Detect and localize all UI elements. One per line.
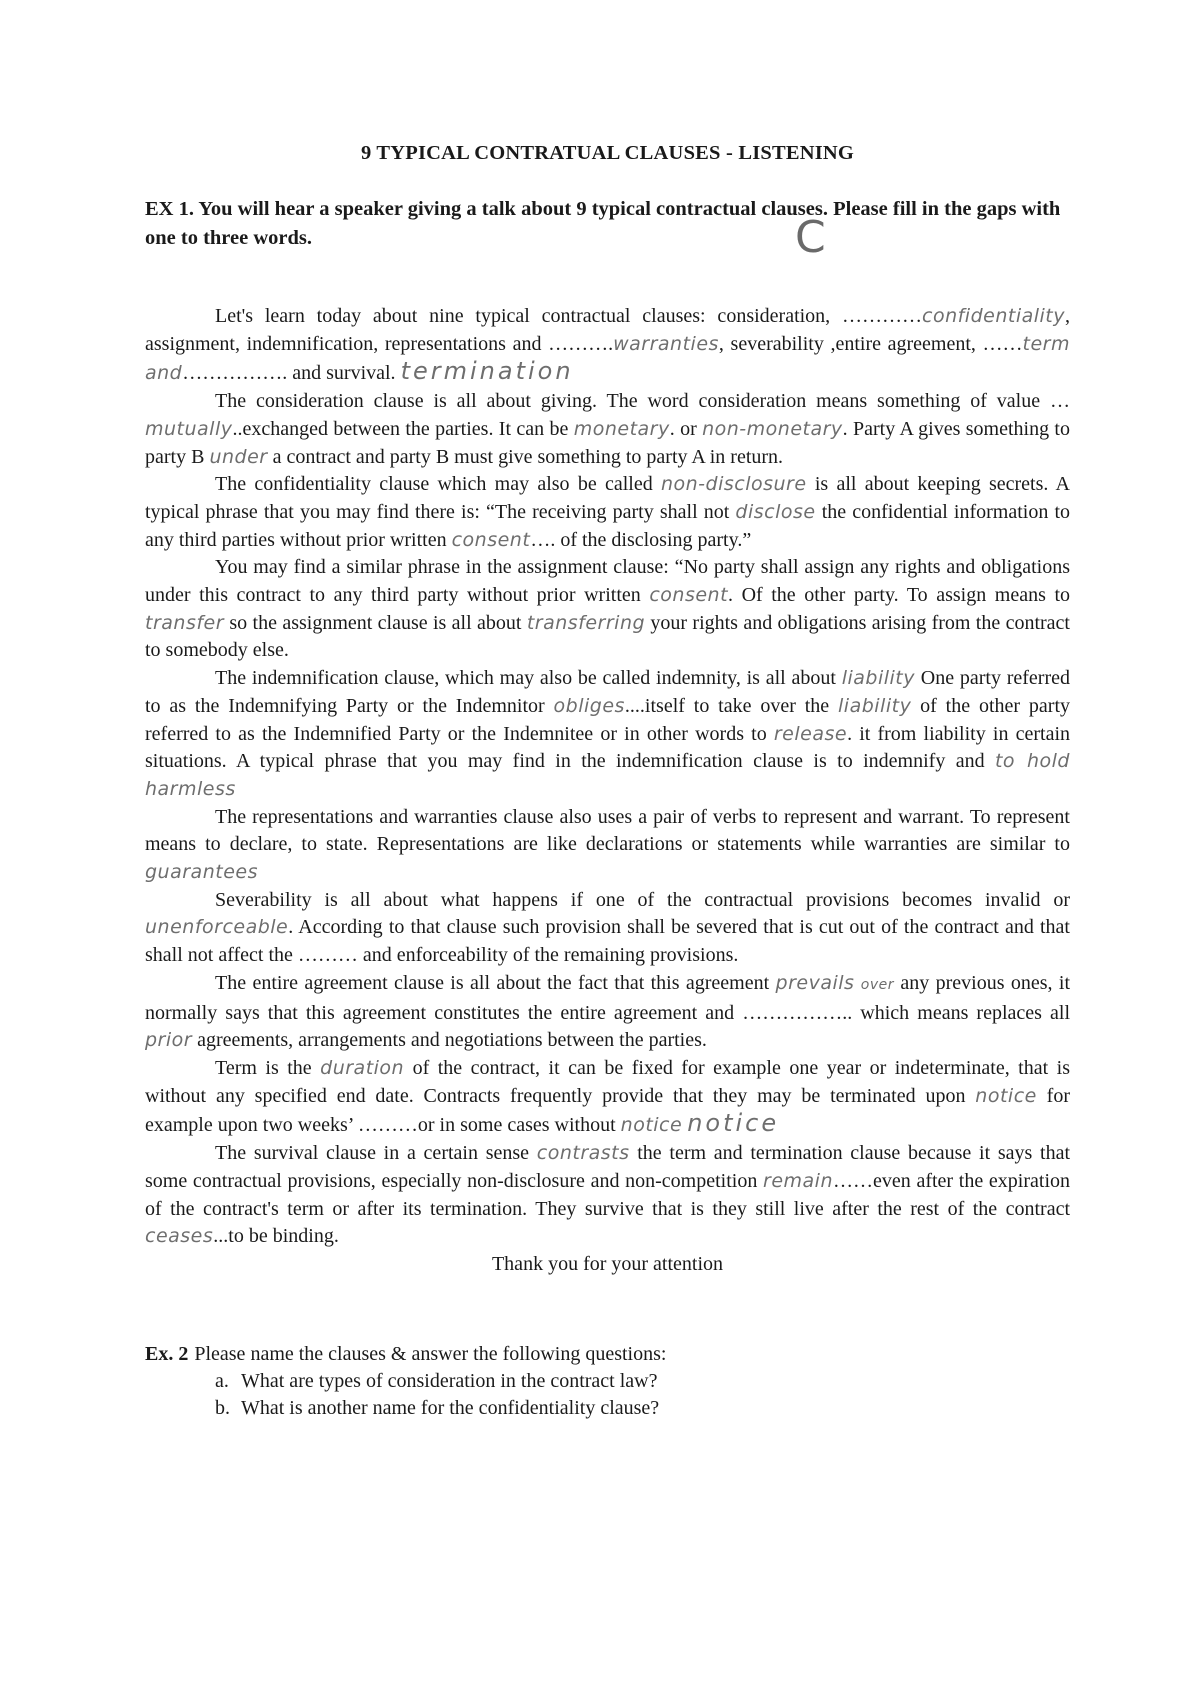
ex2-question-list (145, 1368, 1070, 1422)
paragraph-survival: The survival clause in a certain sense contrasts the term and termination clause because it says that some contractual provisions, especially non-disclosure and non-competition remain……even after the expiration of the contract's term or after its termination. They survive that is they still live after the rest of the contract ceases...to be binding. (145, 1142, 1071, 1248)
list-item: a. What are types of consideration in the contract law? (215, 1369, 658, 1392)
ex2-instruction: Please name the clauses & answer the following questions: (194, 1342, 667, 1365)
page-title: 9 TYPICAL CONTRATUAL CLAUSES - LISTENING (360, 142, 855, 164)
handwritten-answer: monetary (573, 417, 670, 440)
handwritten-answer: consent (451, 528, 531, 551)
paragraph-entire-agreement: The entire agreement clause is all about the fact that this agreement prevails over any previous ones, it normally says that this agreement constitutes the entire agreement and …………….. which means replaces all prior agreements, arrangements and negotiations between the parties. (145, 971, 1070, 1052)
handwritten-answer: obliges (553, 694, 625, 717)
ex1-instruction: EX 1. You will hear a speaker giving a talk about 9 typical contractual clauses. Please fill in the gaps with one to three words. (145, 198, 1061, 249)
handwritten-answer: release (773, 722, 848, 745)
ex2-heading (145, 1341, 1070, 1368)
paragraph-assignment: You may find a similar phrase in the assignment clause: “No party shall assign any rights and obligations under this contract to any third party without prior written consent. Of the other party. To assign means to transfer so the assignment clause is all about transferring your rights and obligations arising from the contract to somebody else. (145, 556, 1070, 662)
handwritten-answer: consent (649, 584, 729, 607)
handwritten-answer: unenforceable (145, 916, 289, 939)
handwritten-answer: confidentiality (922, 305, 1065, 327)
paragraph-confidentiality: The confidentiality clause which may also be called non-disclosure is all about keeping secrets. A typical phrase that you may find there is: “The receiving party shall not disclose the confidential information to any third parties without prior written consent…. of the disclosing party.” (145, 473, 1070, 551)
handwritten-answer: prevails (775, 971, 855, 994)
handwritten-answer: prior (145, 1029, 193, 1052)
handwritten-answer: transfer (145, 611, 225, 634)
closing-line: Thank you for your attention (491, 1252, 724, 1275)
handwritten-answer: notice (975, 1084, 1037, 1107)
paragraph-indemnification: The indemnification clause, which may also be called indemnity, is all about liability One party referred to as the Indemnifying Party or the Indemnitor obliges....itself to take over the liability of the other party referred to as the Indemnified Party or the Indemnitee or in other words to release. it from liability in certain situations. A typical phrase that you may find in the indemnification clause is to indemnify and to hold harmless (145, 667, 1071, 800)
handwritten-answer: warranties (613, 332, 719, 355)
paragraph-representations: The representations and warranties clause also uses a pair of verbs to represent and warrant. To represent means to declare, to state. Representations are like declarations or statements while warranties are similar to guarantees (145, 805, 1070, 884)
listening-text (145, 303, 1070, 1279)
handwritten-answer: non-monetary (702, 417, 843, 440)
handwritten-answer: contrasts (536, 1142, 630, 1165)
handwritten-answer: liability (841, 667, 915, 690)
handwritten-answer: duration (320, 1056, 405, 1079)
handwritten-answer: disclose (735, 500, 816, 523)
handwritten-mark-c: C (795, 212, 828, 263)
handwritten-answer: termination (400, 357, 574, 386)
ex2-label: Ex. 2 (145, 1342, 189, 1365)
handwritten-answer: non-disclosure (660, 473, 807, 496)
handwritten-answer: transferring (526, 611, 646, 634)
handwritten-answer: to hold harmless (145, 750, 1070, 800)
paragraph-severability: Severability is all about what happens if one of the contractual provisions becomes invalid or unenforceable. According to that clause such provision shall be severed that is cut out of the contract and that shall not affect the ……… and enforceability of the remaining provisions. (145, 888, 1070, 967)
handwritten-answer: notice (620, 1114, 683, 1137)
handwritten-answer: term and (145, 332, 1071, 385)
paragraph-intro: Let's learn today about nine typical contractual clauses: consideration, …………confidentiality, assignment, indemnification, representations and ……….warranties, severability ,entire agreement, ……term and……………. and survival. termination (145, 305, 1071, 386)
handwritten-answer: remain (763, 1169, 834, 1192)
handwritten-answer: mutually (145, 417, 233, 440)
handwritten-answer: notice (687, 1109, 780, 1138)
list-item: b. What is another name for the confidentiality clause? (215, 1396, 660, 1419)
handwritten-answer: ceases (145, 1225, 214, 1248)
paragraph-consideration: The consideration clause is all about giving. The word consideration means something of value …mutually..exchanged between the parties. It can be monetary. or non-monetary. Party A gives something to party B under a contract and party B must give something to party A in return. (145, 390, 1070, 468)
handwritten-answer: over (860, 976, 895, 993)
handwritten-answer: guarantees (145, 861, 258, 884)
handwritten-answer: under (209, 445, 268, 468)
handwritten-answer: liability (838, 694, 912, 717)
paragraph-term: Term is the duration of the contract, it can be fixed for example one year or indeterminate, that is without any specified end date. Contracts frequently provide that they may be terminated upon notice for example upon two weeks’ ………or in some cases without notice notice (145, 1056, 1070, 1138)
ex2-section (145, 1341, 1070, 1422)
